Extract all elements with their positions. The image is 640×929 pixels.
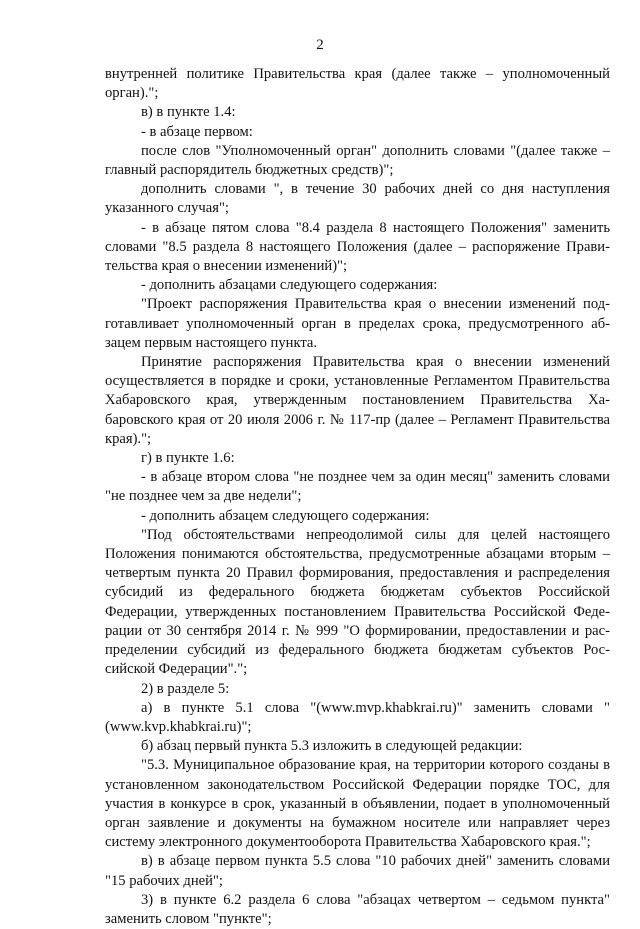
paragraph: б) абзац первый пункта 5.3 изложить в следующей редакции: [141,738,523,755]
paragraph: 2) в разделе 5: [141,680,230,697]
paragraph: - в абзаце втором слова "не позднее чем за один месяц" заменить словами "не позднее чем за две недели"; [105,469,610,505]
document-body [105,65,610,929]
paragraph: "5.3. Муниципальное образование края, на территории которого созданы в установленном законодательством Российской Федерации порядке ТОС, для участия в конкурсе в срок, указанный в объявлении, подает в уполномоченный орган заявление и документы на бумажном носителе или направляет через систему электронного документооборота Правительства Хабаровского края."; [105,757,610,851]
paragraph: дополнить словами ", в течение 30 рабочих дней со дня наступления указанного случая"; [105,181,610,217]
paragraph: - дополнить абзацем следующего содержания: [141,507,430,524]
paragraph: - в абзаце первом: [141,123,253,140]
paragraph: в) в абзаце первом пункта 5.5 слова "10 рабочих дней" заменить словами "15 рабочих дней"; [105,853,610,889]
paragraph: 3) в пункте 6.2 раздела 6 слова "абзацах четвертом – седьмом пункта" заменить словом "пункте"; [105,891,610,927]
paragraph: - дополнить абзацами следующего содержания: [141,277,438,294]
paragraph: а) в пункте 5.1 слова "(www.mvp.khabkrai.ru)" заменить словами "(www.kvp.khabkrai.ru)"; [105,699,610,735]
paragraph: - в абзаце пятом слова "8.4 раздела 8 настоящего Положения" заменить словами "8.5 раздела 8 настоящего Положения (далее – распоряжение Правительства края о внесении изменений)"; [105,219,610,275]
paragraph: внутренней политике Правительства края (далее также – уполномоченный орган)."; [105,66,610,102]
paragraph: "Проект распоряжения Правительства края о внесении изменений подготавливает уполномоченный орган в пределах срока, предусмотренного абзацем первым настоящего пункта. [105,296,610,351]
paragraph: "Под обстоятельствами непреодолимой силы для целей настоящего Положения понимаются обстоятельства, предусмотренные абзацами вторым – четвертым пункта 20 Правил формирования, предоставления и распределения субсидий из федерального бюджета бюджетам субъектов Российской Федерации, утвержденных постановлением Правительства Российской Федерации от 30 сентября 2014 г. № 999 "О формировании, предоставлении и распределении субсидий из федерального бюджета бюджетам субъектов Российской Федерации"."; [105,526,610,678]
paragraph: после слов "Уполномоченный орган" дополнить словами "(далее также – главный распорядитель бюджетных средств)"; [105,142,610,179]
paragraph: в) в пункте 1.4: [141,104,236,121]
paragraph: Принятие распоряжения Правительства края о внесении изменений осуществляется в порядке и сроки, установленные Регламентом Правительства Хабаровского края, утвержденным постановлением Правительства Хабаровского края от 20 июля 2006 г. № 117-пр (далее – Регламент Правительства края)."; [105,354,610,447]
page-number: 2 [316,37,324,53]
paragraph: г) в пункте 1.6: [141,450,235,467]
